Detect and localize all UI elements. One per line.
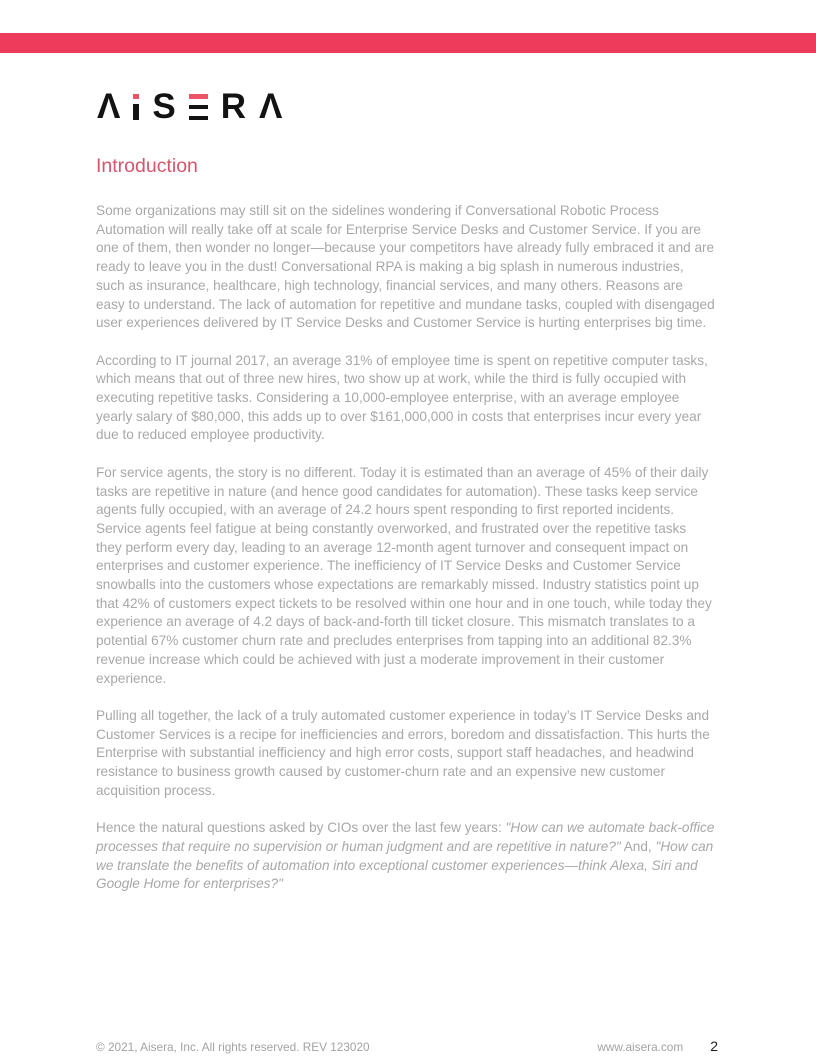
logo-letter-a: Λ [97,87,121,126]
paragraph-quote-segment: "How can we translate the benefits of automation into exceptional customer experiences—think Alexa, Siri and Google Home for enterprises?" [96,838,714,892]
body-paragraphs [96,202,715,913]
top-banner [0,33,816,53]
paragraph [96,202,715,333]
paragraph [96,707,715,801]
footer-website-link[interactable]: www.aisera.com [597,1040,684,1054]
logo-letter-e [189,94,208,120]
logo-letter-r: R [220,87,246,126]
logo-i-red-dot [133,94,139,99]
paragraph-text-segment: Hence the natural questions asked by CIOs over the last few years: [96,820,506,836]
logo-e-middle-bar [189,105,208,110]
logo-i-stem [133,104,139,120]
paragraph [96,352,715,446]
footer-copyright: © 2021, Aisera, Inc. All rights reserved. REV 123020 [96,1040,370,1054]
paragraph [96,464,715,688]
logo-e-top-bar [189,94,208,99]
paragraph-text-segment: And, [620,838,656,854]
footer [96,1038,718,1054]
footer-page-number: 2 [710,1038,718,1054]
paragraph-text-segment: Some organizations may still sit on the sidelines wondering if Conversational Robotic Process Automation will really take off at scale for Enterprise Service Desks and Customer Service. If you are one of them, then wonder no longer—because your competitors have already fully embraced it and are ready to leave you in the dust! Conversational RPA is making a big splash in numerous industries, such as insurance, healthcare, high technology, financial services, and many others. Reasons are easy to understand. The lack of automation for repetitive and mundane tasks, coupled with disengaged user experiences delivered by IT Service Desks and Customer Service is hurting enterprises big time. [96,203,715,331]
paragraph [96,819,715,894]
logo-letter-a2: Λ [259,87,283,126]
paragraph-quote-segment: "How can we automate back-office processes that require no supervision or human judgment and are repetitive in nature?" [96,820,715,854]
logo-letter-i [133,93,139,120]
aisera-logo [97,84,283,126]
paragraph-text-segment: For service agents, the story is no different. Today it is estimated than an average of 45% of their daily tasks are repetitive in nature (and hence good candidates for automation). These tasks keep service agents fully occupied, with an average of 24.2 hours spent responding to first reported incidents. Service agents feel fatigue at being constantly overworked, and frustrated over the repetitive tasks they perform every day, leading to an average 12-month agent turnover and consequent impact on enterprises and customer experience. The inefficiency of IT Service Desks and Customer Service snowballs into the customers whose expectations are remarkably missed. Industry statistics point up that 42% of customers expect tickets to be resolved within one hour and in one touch, while today they experience an average of 4.2 days of back-and-forth till ticket closure. This mismatch translates to a potential 67% customer churn rate and precludes enterprises from tapping into an additional 82.3% revenue increase which could be achieved with just a moderate improvement in their customer experience. [96,464,712,686]
logo-letter-s: S [152,87,176,126]
logo-e-bottom-bar [189,116,208,121]
footer-right [597,1038,718,1054]
page-title: Introduction [96,155,198,177]
paragraph-text-segment: Pulling all together, the lack of a truly automated customer experience in today’s IT Service Desks and Customer Services is a recipe for inefficiencies and errors, boredom and dissatisfaction. This hurts the Enterprise with substantial inefficiency and high error costs, support staff headaches, and headwind resistance to business growth caused by customer-churn rate and an expensive new customer acquisition process. [96,707,710,798]
paragraph-text-segment: According to IT journal 2017, an average 31% of employee time is spent on repetitive computer tasks, which means that out of three new hires, two show up at work, while the third is fully occupied with executing repetitive tasks. Considering a 10,000-employee enterprise, with an average employee yearly salary of $80,000, this adds up to over $161,000,000 in costs that enterprises incur every year due to reduced employee productivity. [96,352,708,443]
